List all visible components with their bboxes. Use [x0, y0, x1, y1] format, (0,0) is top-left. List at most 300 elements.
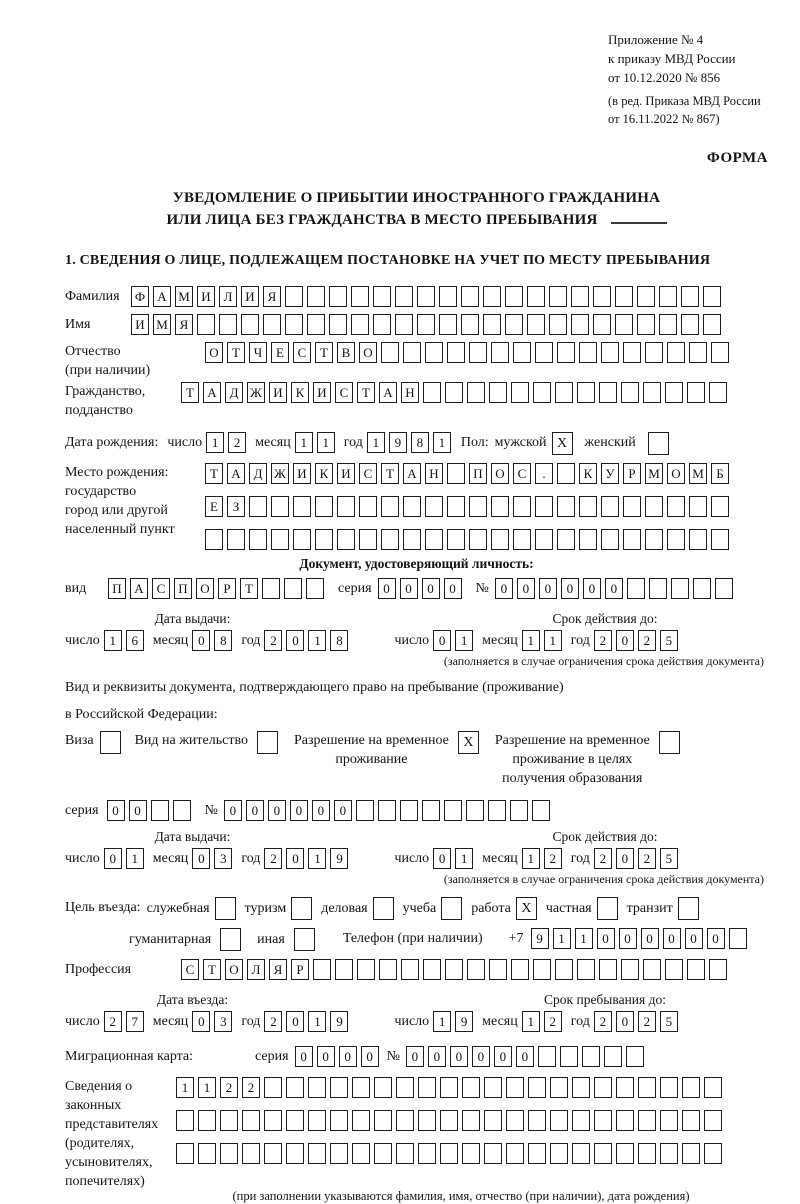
char-cell[interactable]: 1 [522, 630, 540, 651]
char-cell[interactable]: 0 [495, 578, 513, 599]
char-cell[interactable] [286, 1143, 304, 1164]
char-cell[interactable]: 0 [406, 1046, 424, 1067]
char-cell[interactable]: 9 [389, 432, 407, 453]
char-cell[interactable] [643, 959, 661, 980]
temp-residence-education-checkbox[interactable] [659, 731, 680, 754]
char-cell[interactable]: 0 [400, 578, 418, 599]
char-cell[interactable]: 1 [433, 432, 451, 453]
char-cell[interactable] [527, 286, 545, 307]
char-cell[interactable] [689, 496, 707, 517]
char-cell[interactable] [571, 286, 589, 307]
char-cell[interactable]: О [205, 342, 223, 363]
char-cell[interactable] [381, 496, 399, 517]
char-cell[interactable] [615, 286, 633, 307]
char-cell[interactable] [593, 314, 611, 335]
char-cell[interactable]: А [379, 382, 397, 403]
char-cell[interactable] [445, 959, 463, 980]
char-cell[interactable] [447, 463, 465, 484]
char-cell[interactable] [373, 286, 391, 307]
char-cell[interactable] [506, 1077, 524, 1098]
char-cell[interactable] [615, 314, 633, 335]
char-cell[interactable] [711, 342, 729, 363]
char-cell[interactable] [400, 800, 418, 821]
char-cell[interactable]: А [153, 286, 171, 307]
char-cell[interactable] [660, 1110, 678, 1131]
char-cell[interactable]: С [335, 382, 353, 403]
char-cell[interactable] [293, 496, 311, 517]
char-cell[interactable]: 2 [594, 1011, 612, 1032]
char-cell[interactable]: У [601, 463, 619, 484]
char-cell[interactable] [151, 800, 169, 821]
char-cell[interactable]: 1 [522, 1011, 540, 1032]
char-cell[interactable]: Р [623, 463, 641, 484]
char-cell[interactable] [709, 959, 727, 980]
char-cell[interactable]: А [403, 463, 421, 484]
char-cell[interactable] [373, 314, 391, 335]
char-cell[interactable] [447, 342, 465, 363]
char-cell[interactable] [660, 1077, 678, 1098]
char-cell[interactable]: И [293, 463, 311, 484]
char-cell[interactable] [649, 578, 667, 599]
char-cell[interactable] [659, 286, 677, 307]
char-cell[interactable]: 0 [616, 1011, 634, 1032]
purpose-private-checkbox[interactable] [597, 897, 618, 920]
char-cell[interactable] [513, 496, 531, 517]
char-cell[interactable] [704, 1077, 722, 1098]
char-cell[interactable] [176, 1110, 194, 1131]
char-cell[interactable]: С [181, 959, 199, 980]
char-cell[interactable]: О [359, 342, 377, 363]
char-cell[interactable] [533, 382, 551, 403]
char-cell[interactable] [682, 1143, 700, 1164]
char-cell[interactable]: 2 [544, 1011, 562, 1032]
char-cell[interactable] [271, 529, 289, 550]
char-cell[interactable] [469, 496, 487, 517]
char-cell[interactable]: Т [227, 342, 245, 363]
char-cell[interactable] [425, 529, 443, 550]
char-cell[interactable] [469, 342, 487, 363]
char-cell[interactable]: 0 [268, 800, 286, 821]
char-cell[interactable] [440, 1110, 458, 1131]
char-cell[interactable]: 1 [455, 630, 473, 651]
char-cell[interactable]: 8 [330, 630, 348, 651]
char-cell[interactable] [198, 1110, 216, 1131]
char-cell[interactable] [249, 496, 267, 517]
char-cell[interactable] [623, 529, 641, 550]
char-cell[interactable] [467, 959, 485, 980]
char-cell[interactable] [513, 342, 531, 363]
char-cell[interactable] [329, 314, 347, 335]
char-cell[interactable]: 0 [494, 1046, 512, 1067]
char-cell[interactable]: 2 [638, 630, 656, 651]
char-cell[interactable]: 0 [295, 1046, 313, 1067]
char-cell[interactable] [601, 496, 619, 517]
char-cell[interactable] [535, 529, 553, 550]
char-cell[interactable] [557, 342, 575, 363]
char-cell[interactable] [396, 1110, 414, 1131]
purpose-official-checkbox[interactable] [215, 897, 236, 920]
char-cell[interactable] [330, 1143, 348, 1164]
char-cell[interactable] [667, 342, 685, 363]
char-cell[interactable]: 9 [330, 848, 348, 869]
char-cell[interactable]: 0 [312, 800, 330, 821]
char-cell[interactable] [330, 1077, 348, 1098]
char-cell[interactable] [671, 578, 689, 599]
char-cell[interactable] [510, 800, 528, 821]
char-cell[interactable] [681, 286, 699, 307]
char-cell[interactable]: 0 [317, 1046, 335, 1067]
char-cell[interactable] [264, 1143, 282, 1164]
char-cell[interactable]: 0 [290, 800, 308, 821]
char-cell[interactable] [571, 314, 589, 335]
char-cell[interactable] [417, 286, 435, 307]
char-cell[interactable] [307, 286, 325, 307]
char-cell[interactable] [489, 959, 507, 980]
char-cell[interactable]: 8 [214, 630, 232, 651]
char-cell[interactable] [417, 314, 435, 335]
char-cell[interactable]: 0 [583, 578, 601, 599]
char-cell[interactable] [601, 529, 619, 550]
char-cell[interactable] [506, 1143, 524, 1164]
char-cell[interactable] [711, 529, 729, 550]
char-cell[interactable] [599, 959, 617, 980]
char-cell[interactable] [528, 1077, 546, 1098]
char-cell[interactable]: 1 [176, 1077, 194, 1098]
char-cell[interactable] [689, 529, 707, 550]
char-cell[interactable] [423, 959, 441, 980]
char-cell[interactable]: . [535, 463, 553, 484]
char-cell[interactable] [616, 1077, 634, 1098]
char-cell[interactable] [577, 382, 595, 403]
char-cell[interactable]: 0 [619, 928, 637, 949]
char-cell[interactable]: Л [219, 286, 237, 307]
char-cell[interactable] [395, 286, 413, 307]
char-cell[interactable] [313, 959, 331, 980]
char-cell[interactable]: 0 [107, 800, 125, 821]
char-cell[interactable]: 0 [641, 928, 659, 949]
char-cell[interactable] [577, 959, 595, 980]
char-cell[interactable]: М [689, 463, 707, 484]
char-cell[interactable]: 1 [126, 848, 144, 869]
char-cell[interactable] [579, 342, 597, 363]
char-cell[interactable]: 2 [594, 848, 612, 869]
char-cell[interactable] [682, 1077, 700, 1098]
char-cell[interactable]: Ф [131, 286, 149, 307]
char-cell[interactable]: Е [205, 496, 223, 517]
sex-male-checkbox[interactable]: X [552, 432, 573, 455]
char-cell[interactable] [219, 314, 237, 335]
visa-checkbox[interactable] [100, 731, 121, 754]
char-cell[interactable]: 2 [544, 848, 562, 869]
char-cell[interactable] [440, 1077, 458, 1098]
char-cell[interactable] [505, 286, 523, 307]
char-cell[interactable] [604, 1046, 622, 1067]
char-cell[interactable] [594, 1143, 612, 1164]
char-cell[interactable] [643, 382, 661, 403]
char-cell[interactable] [220, 1110, 238, 1131]
char-cell[interactable] [381, 529, 399, 550]
char-cell[interactable] [418, 1110, 436, 1131]
char-cell[interactable]: 0 [450, 1046, 468, 1067]
char-cell[interactable] [484, 1143, 502, 1164]
char-cell[interactable] [593, 286, 611, 307]
temp-residence-checkbox[interactable]: X [458, 731, 479, 754]
char-cell[interactable]: 0 [605, 578, 623, 599]
char-cell[interactable] [241, 314, 259, 335]
char-cell[interactable]: 0 [472, 1046, 490, 1067]
char-cell[interactable] [703, 286, 721, 307]
char-cell[interactable]: 0 [339, 1046, 357, 1067]
char-cell[interactable]: 0 [685, 928, 703, 949]
char-cell[interactable] [374, 1110, 392, 1131]
char-cell[interactable] [560, 1046, 578, 1067]
char-cell[interactable] [528, 1110, 546, 1131]
char-cell[interactable] [330, 1110, 348, 1131]
char-cell[interactable]: 0 [422, 578, 440, 599]
char-cell[interactable] [467, 382, 485, 403]
char-cell[interactable] [511, 959, 529, 980]
char-cell[interactable]: 3 [214, 1011, 232, 1032]
char-cell[interactable]: 0 [433, 848, 451, 869]
char-cell[interactable]: 1 [544, 630, 562, 651]
char-cell[interactable] [359, 496, 377, 517]
char-cell[interactable] [262, 578, 280, 599]
char-cell[interactable] [395, 314, 413, 335]
char-cell[interactable] [709, 382, 727, 403]
char-cell[interactable] [704, 1143, 722, 1164]
char-cell[interactable]: 2 [638, 848, 656, 869]
char-cell[interactable]: 0 [707, 928, 725, 949]
purpose-humanitarian-checkbox[interactable] [220, 928, 241, 951]
char-cell[interactable] [249, 529, 267, 550]
char-cell[interactable] [550, 1110, 568, 1131]
char-cell[interactable] [711, 496, 729, 517]
char-cell[interactable] [242, 1143, 260, 1164]
char-cell[interactable] [242, 1110, 260, 1131]
char-cell[interactable] [659, 314, 677, 335]
char-cell[interactable]: С [359, 463, 377, 484]
char-cell[interactable]: 1 [367, 432, 385, 453]
char-cell[interactable]: Н [425, 463, 443, 484]
char-cell[interactable]: А [227, 463, 245, 484]
char-cell[interactable] [447, 496, 465, 517]
char-cell[interactable] [667, 529, 685, 550]
char-cell[interactable]: 1 [198, 1077, 216, 1098]
char-cell[interactable]: С [293, 342, 311, 363]
char-cell[interactable] [173, 800, 191, 821]
char-cell[interactable] [579, 529, 597, 550]
char-cell[interactable]: 0 [444, 578, 462, 599]
char-cell[interactable] [599, 382, 617, 403]
char-cell[interactable]: Я [263, 286, 281, 307]
char-cell[interactable] [220, 1143, 238, 1164]
char-cell[interactable] [489, 382, 507, 403]
char-cell[interactable] [687, 959, 705, 980]
char-cell[interactable]: 0 [516, 1046, 534, 1067]
purpose-transit-checkbox[interactable] [678, 897, 699, 920]
char-cell[interactable] [352, 1110, 370, 1131]
char-cell[interactable] [550, 1143, 568, 1164]
char-cell[interactable]: 1 [575, 928, 593, 949]
char-cell[interactable] [264, 1110, 282, 1131]
char-cell[interactable]: 9 [531, 928, 549, 949]
char-cell[interactable]: 0 [616, 630, 634, 651]
char-cell[interactable] [527, 314, 545, 335]
char-cell[interactable] [506, 1110, 524, 1131]
char-cell[interactable]: 0 [616, 848, 634, 869]
purpose-business-checkbox[interactable] [373, 897, 394, 920]
char-cell[interactable] [484, 1077, 502, 1098]
char-cell[interactable]: 2 [264, 1011, 282, 1032]
char-cell[interactable] [461, 286, 479, 307]
char-cell[interactable]: 2 [104, 1011, 122, 1032]
char-cell[interactable] [687, 382, 705, 403]
char-cell[interactable]: Т [315, 342, 333, 363]
char-cell[interactable] [483, 314, 501, 335]
char-cell[interactable]: 0 [286, 630, 304, 651]
char-cell[interactable] [528, 1143, 546, 1164]
char-cell[interactable] [439, 314, 457, 335]
char-cell[interactable] [484, 1110, 502, 1131]
char-cell[interactable]: С [513, 463, 531, 484]
char-cell[interactable] [638, 1077, 656, 1098]
char-cell[interactable]: К [315, 463, 333, 484]
char-cell[interactable] [315, 529, 333, 550]
char-cell[interactable]: 0 [246, 800, 264, 821]
char-cell[interactable] [555, 382, 573, 403]
char-cell[interactable] [466, 800, 484, 821]
char-cell[interactable] [623, 342, 641, 363]
char-cell[interactable]: 2 [594, 630, 612, 651]
char-cell[interactable]: 1 [308, 1011, 326, 1032]
char-cell[interactable] [637, 286, 655, 307]
char-cell[interactable] [557, 463, 575, 484]
char-cell[interactable] [549, 286, 567, 307]
char-cell[interactable]: В [337, 342, 355, 363]
char-cell[interactable] [601, 342, 619, 363]
char-cell[interactable]: О [196, 578, 214, 599]
char-cell[interactable]: А [203, 382, 221, 403]
char-cell[interactable]: 0 [433, 630, 451, 651]
char-cell[interactable] [335, 959, 353, 980]
char-cell[interactable] [621, 382, 639, 403]
char-cell[interactable]: П [469, 463, 487, 484]
char-cell[interactable] [462, 1143, 480, 1164]
char-cell[interactable] [461, 314, 479, 335]
char-cell[interactable] [351, 286, 369, 307]
char-cell[interactable] [403, 496, 421, 517]
char-cell[interactable]: Я [175, 314, 193, 335]
char-cell[interactable] [284, 578, 302, 599]
sex-female-checkbox[interactable] [648, 432, 669, 455]
char-cell[interactable]: 0 [104, 848, 122, 869]
char-cell[interactable] [626, 1046, 644, 1067]
char-cell[interactable] [616, 1110, 634, 1131]
char-cell[interactable]: Я [269, 959, 287, 980]
char-cell[interactable] [352, 1077, 370, 1098]
residence-permit-checkbox[interactable] [257, 731, 278, 754]
char-cell[interactable] [511, 382, 529, 403]
char-cell[interactable] [308, 1110, 326, 1131]
char-cell[interactable] [374, 1077, 392, 1098]
char-cell[interactable]: Л [247, 959, 265, 980]
char-cell[interactable]: И [241, 286, 259, 307]
char-cell[interactable] [285, 314, 303, 335]
char-cell[interactable] [645, 342, 663, 363]
char-cell[interactable]: И [131, 314, 149, 335]
char-cell[interactable]: 1 [317, 432, 335, 453]
char-cell[interactable] [356, 800, 374, 821]
char-cell[interactable] [579, 496, 597, 517]
char-cell[interactable] [693, 578, 711, 599]
char-cell[interactable]: П [174, 578, 192, 599]
char-cell[interactable] [491, 529, 509, 550]
char-cell[interactable] [549, 314, 567, 335]
char-cell[interactable]: 0 [192, 630, 210, 651]
char-cell[interactable] [660, 1143, 678, 1164]
char-cell[interactable] [418, 1143, 436, 1164]
char-cell[interactable] [205, 529, 223, 550]
char-cell[interactable]: О [225, 959, 243, 980]
purpose-study-checkbox[interactable] [441, 897, 462, 920]
char-cell[interactable] [535, 496, 553, 517]
char-cell[interactable]: 2 [264, 630, 282, 651]
char-cell[interactable] [286, 1077, 304, 1098]
char-cell[interactable]: Р [291, 959, 309, 980]
char-cell[interactable]: 0 [286, 848, 304, 869]
char-cell[interactable] [681, 314, 699, 335]
char-cell[interactable]: 1 [433, 1011, 451, 1032]
purpose-tourism-checkbox[interactable] [291, 897, 312, 920]
char-cell[interactable]: Т [205, 463, 223, 484]
char-cell[interactable] [532, 800, 550, 821]
char-cell[interactable] [469, 529, 487, 550]
char-cell[interactable] [582, 1046, 600, 1067]
char-cell[interactable] [381, 342, 399, 363]
char-cell[interactable] [557, 496, 575, 517]
char-cell[interactable]: М [645, 463, 663, 484]
char-cell[interactable]: И [197, 286, 215, 307]
char-cell[interactable] [665, 959, 683, 980]
char-cell[interactable]: А [130, 578, 148, 599]
char-cell[interactable] [401, 959, 419, 980]
char-cell[interactable] [550, 1077, 568, 1098]
char-cell[interactable] [621, 959, 639, 980]
char-cell[interactable]: Б [711, 463, 729, 484]
char-cell[interactable]: 0 [361, 1046, 379, 1067]
char-cell[interactable] [491, 496, 509, 517]
purpose-other-checkbox[interactable] [294, 928, 315, 951]
char-cell[interactable]: 5 [660, 630, 678, 651]
char-cell[interactable]: 2 [228, 432, 246, 453]
char-cell[interactable]: 0 [224, 800, 242, 821]
char-cell[interactable]: Д [225, 382, 243, 403]
char-cell[interactable]: 0 [428, 1046, 446, 1067]
char-cell[interactable] [638, 1143, 656, 1164]
char-cell[interactable] [572, 1143, 590, 1164]
char-cell[interactable] [198, 1143, 216, 1164]
char-cell[interactable]: О [667, 463, 685, 484]
char-cell[interactable]: Т [381, 463, 399, 484]
char-cell[interactable]: 8 [411, 432, 429, 453]
char-cell[interactable] [729, 928, 747, 949]
char-cell[interactable]: Т [203, 959, 221, 980]
char-cell[interactable] [422, 800, 440, 821]
char-cell[interactable]: Т [181, 382, 199, 403]
char-cell[interactable] [627, 578, 645, 599]
char-cell[interactable] [271, 496, 289, 517]
char-cell[interactable] [396, 1143, 414, 1164]
